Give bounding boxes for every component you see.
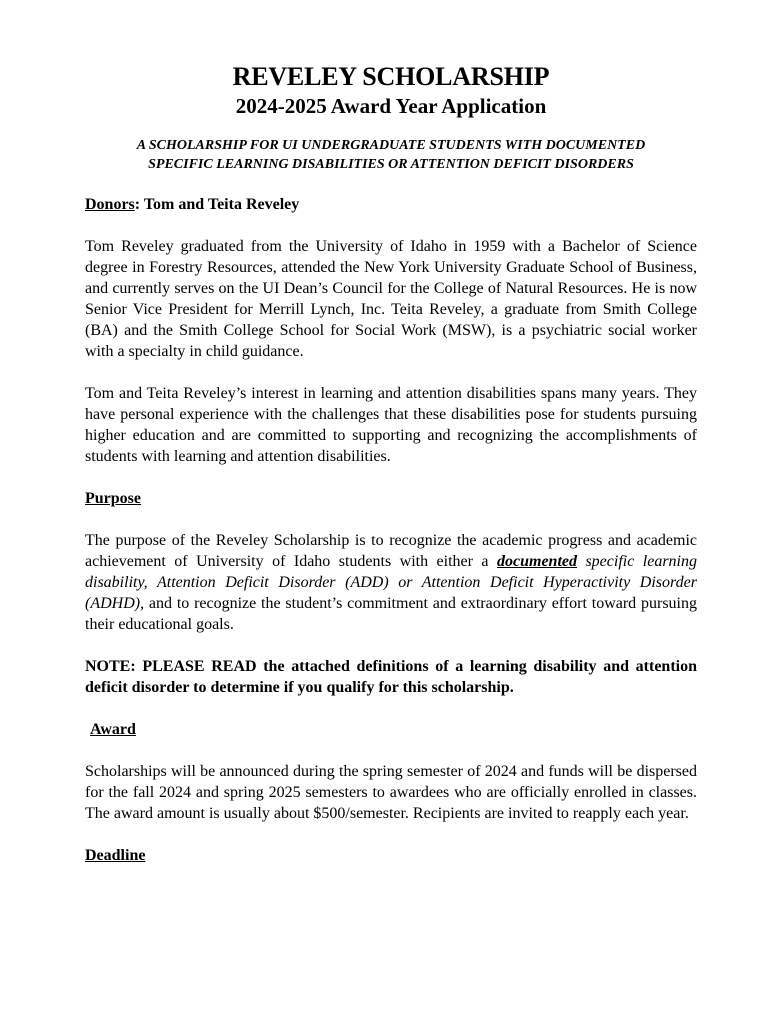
document-title: REVELEY SCHOLARSHIP xyxy=(232,62,550,91)
document-page xyxy=(85,60,697,866)
tagline-line-2: SPECIFIC LEARNING DISABILITIES OR ATTENTION DEFICIT DISORDERS xyxy=(148,157,634,172)
donors-value: : Tom and Teita Reveley xyxy=(134,196,300,213)
donors-paragraph-1: Tom Reveley graduated from the University of Idaho in 1959 with a Bachelor of Science degree in Forestry Resources, attended the New York University Graduate School of Business, and currently serves on the UI Dean’s Council for the College of Natural Resources. He is now Senior Vice President for Merrill Lynch, Inc. Teita Reveley, a graduate from Smith College (BA) and the Smith College School for Social Work (MSW), is a psychiatric social worker with a specialty in child guidance. xyxy=(85,238,697,360)
purpose-italic: specific learning disability, Attention Deficit Disorder (ADD) or Attention Deficit Hyperactivity Disorder (ADHD) xyxy=(85,553,697,612)
donors-label: Donors xyxy=(85,196,135,213)
purpose-emphasis: documented xyxy=(497,553,577,570)
note-paragraph: NOTE: PLEASE READ the attached definitions of a learning disability and attention deficit disorder to determine if you qualify for this scholarship. xyxy=(85,658,697,696)
award-heading: Award xyxy=(90,721,136,738)
donors-line xyxy=(85,194,697,215)
scholarship-tagline xyxy=(85,136,697,174)
purpose-text-2: , and to recognize the student’s commitment and extraordinary effort toward pursuing their educational goals. xyxy=(85,595,697,633)
award-paragraph: Scholarships will be announced during the spring semester of 2024 and funds will be dispersed for the fall 2024 and spring 2025 semesters to awardees who are officially enrolled in classes. The award amount is usually about $500/semester. Recipients are invited to reapply each year. xyxy=(85,763,697,822)
donors-paragraph-2: Tom and Teita Reveley’s interest in learning and attention disabilities spans many years. They have personal experience with the challenges that these disabilities pose for students pursuing higher education and are committed to supporting and recognizing the accomplishments of students with learning and attention disabilities. xyxy=(85,385,697,465)
purpose-heading: Purpose xyxy=(85,490,141,507)
purpose-text-1: The purpose of the Reveley Scholarship is to recognize the academic progress and academic achievement of University of Idaho students with either a xyxy=(85,532,697,570)
tagline-line-1: A SCHOLARSHIP FOR UI UNDERGRADUATE STUDENTS WITH DOCUMENTED xyxy=(136,138,646,153)
deadline-heading: Deadline xyxy=(85,847,146,864)
purpose-paragraph xyxy=(85,530,697,635)
document-subtitle: 2024-2025 Award Year Application xyxy=(235,94,547,118)
